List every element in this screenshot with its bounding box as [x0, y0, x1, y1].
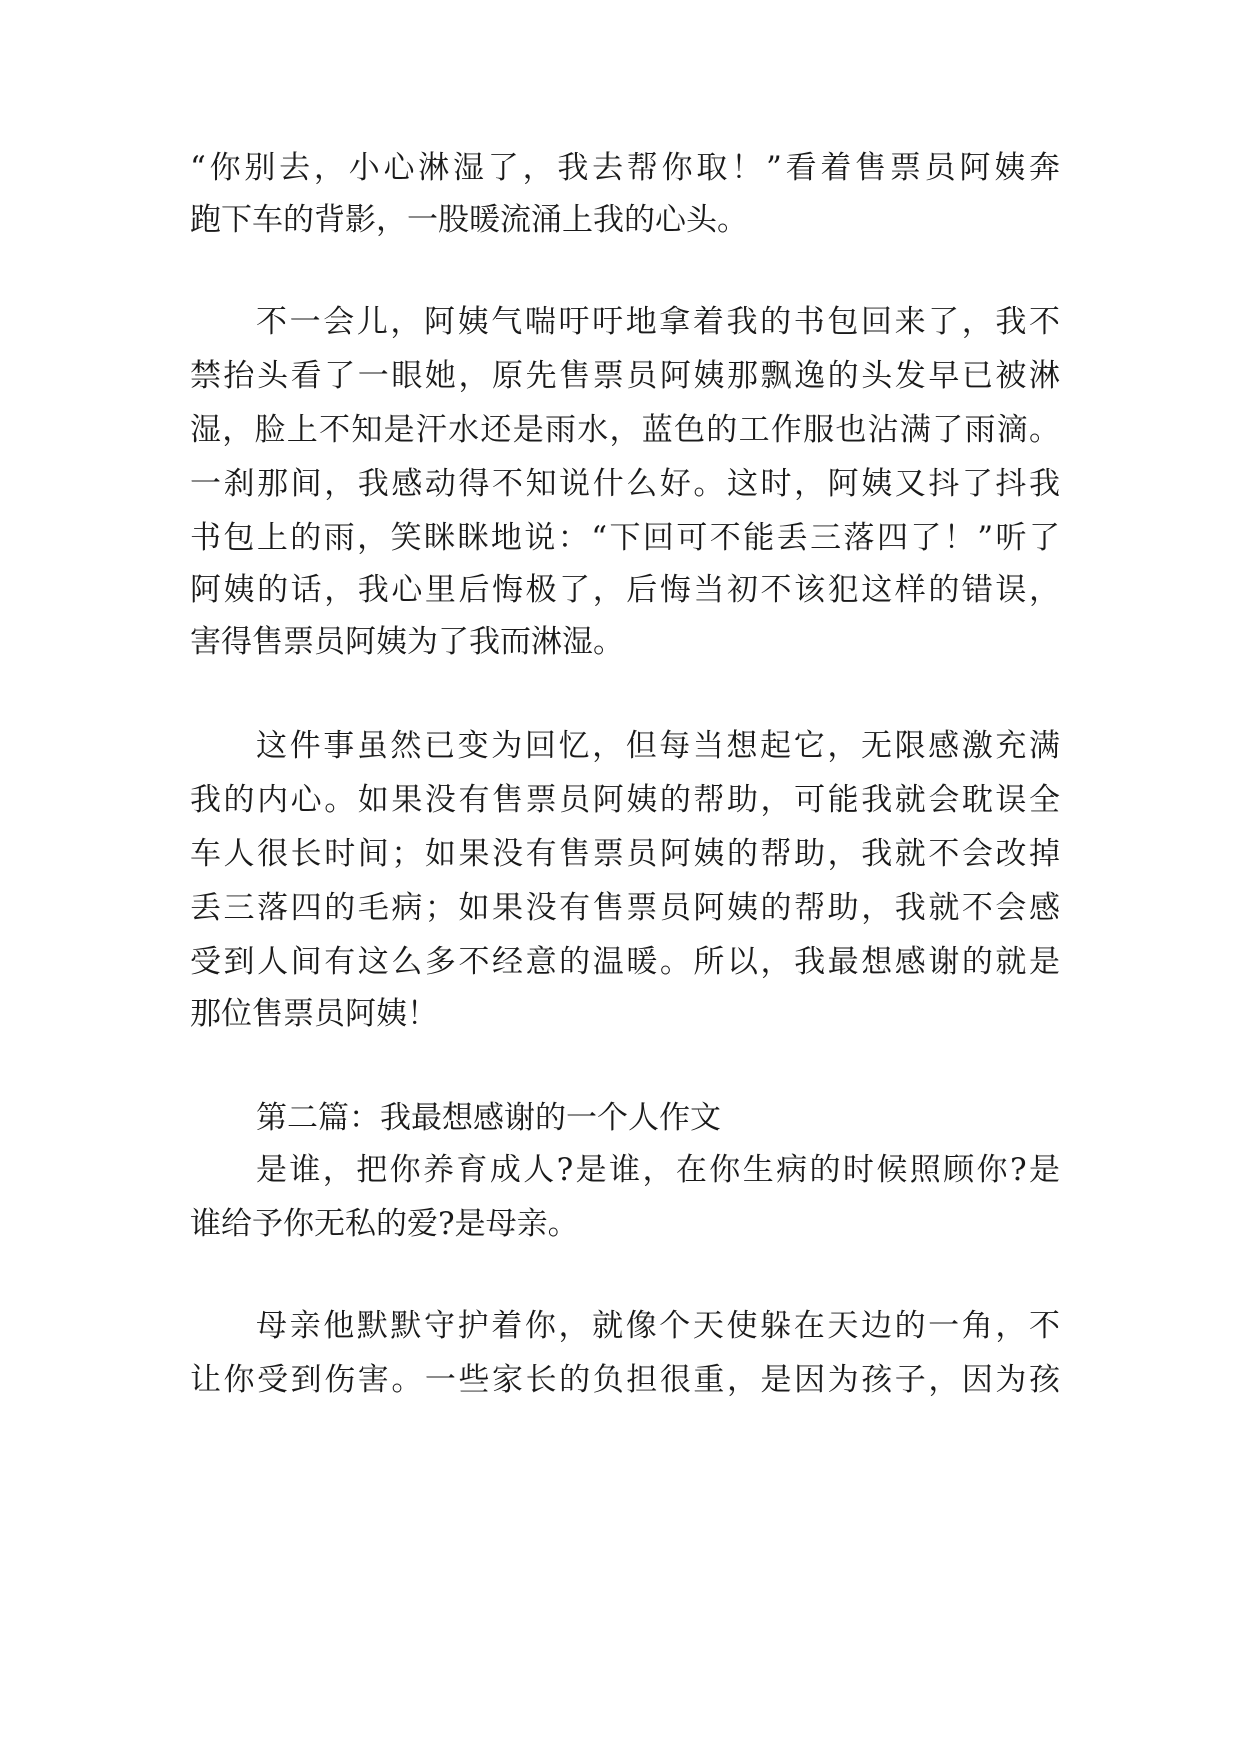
- paragraph-5-line-1: 是谁，把你养育成人?是谁，在你生病的时候照顾你?是: [256, 1152, 1060, 1188]
- paragraph-1-line-2: 跑下车的背影，一股暖流涌上我的心头。: [190, 202, 748, 238]
- paragraph-2-line-7: 害得售票员阿姨为了我而淋湿。: [190, 624, 624, 660]
- section-heading: 第二篇：我最想感谢的一个人作文: [256, 1100, 721, 1136]
- paragraph-3-line-1: 这件事虽然已变为回忆，但每当想起它，无限感激充满: [256, 728, 1060, 764]
- paragraph-3-line-5: 受到人间有这么多不经意的温暖。所以，我最想感谢的就是: [190, 944, 1060, 980]
- paragraph-1-line-1: “你别去，小心淋湿了，我去帮你取！”看着售票员阿姨奔: [190, 150, 1060, 186]
- paragraph-3-line-3: 车人很长时间；如果没有售票员阿姨的帮助，我就不会改掉: [190, 836, 1060, 872]
- paragraph-2-line-3: 湿，脸上不知是汗水还是雨水，蓝色的工作服也沾满了雨滴。: [190, 412, 1060, 448]
- paragraph-2-line-5: 书包上的雨，笑眯眯地说：“下回可不能丢三落四了！”听了: [190, 520, 1060, 556]
- paragraph-6-line-1: 母亲他默默守护着你，就像个天使躲在天边的一角，不: [256, 1308, 1060, 1344]
- paragraph-3-line-2: 我的内心。如果没有售票员阿姨的帮助，可能我就会耽误全: [190, 782, 1060, 818]
- paragraph-6-line-2: 让你受到伤害。一些家长的负担很重，是因为孩子，因为孩: [190, 1362, 1060, 1398]
- paragraph-2-line-4: 一刹那间，我感动得不知说什么好。这时，阿姨又抖了抖我: [190, 466, 1060, 502]
- paragraph-2-line-6: 阿姨的话，我心里后悔极了，后悔当初不该犯这样的错误，: [190, 572, 1060, 608]
- paragraph-3-line-4: 丢三落四的毛病；如果没有售票员阿姨的帮助，我就不会感: [190, 890, 1060, 926]
- paragraph-2-line-1: 不一会儿，阿姨气喘吁吁地拿着我的书包回来了，我不: [256, 304, 1060, 340]
- paragraph-5-line-2: 谁给予你无私的爱?是母亲。: [190, 1206, 579, 1242]
- paragraph-3-line-6: 那位售票员阿姨！: [190, 996, 438, 1032]
- paragraph-2-line-2: 禁抬头看了一眼她，原先售票员阿姨那飘逸的头发早已被淋: [190, 358, 1060, 394]
